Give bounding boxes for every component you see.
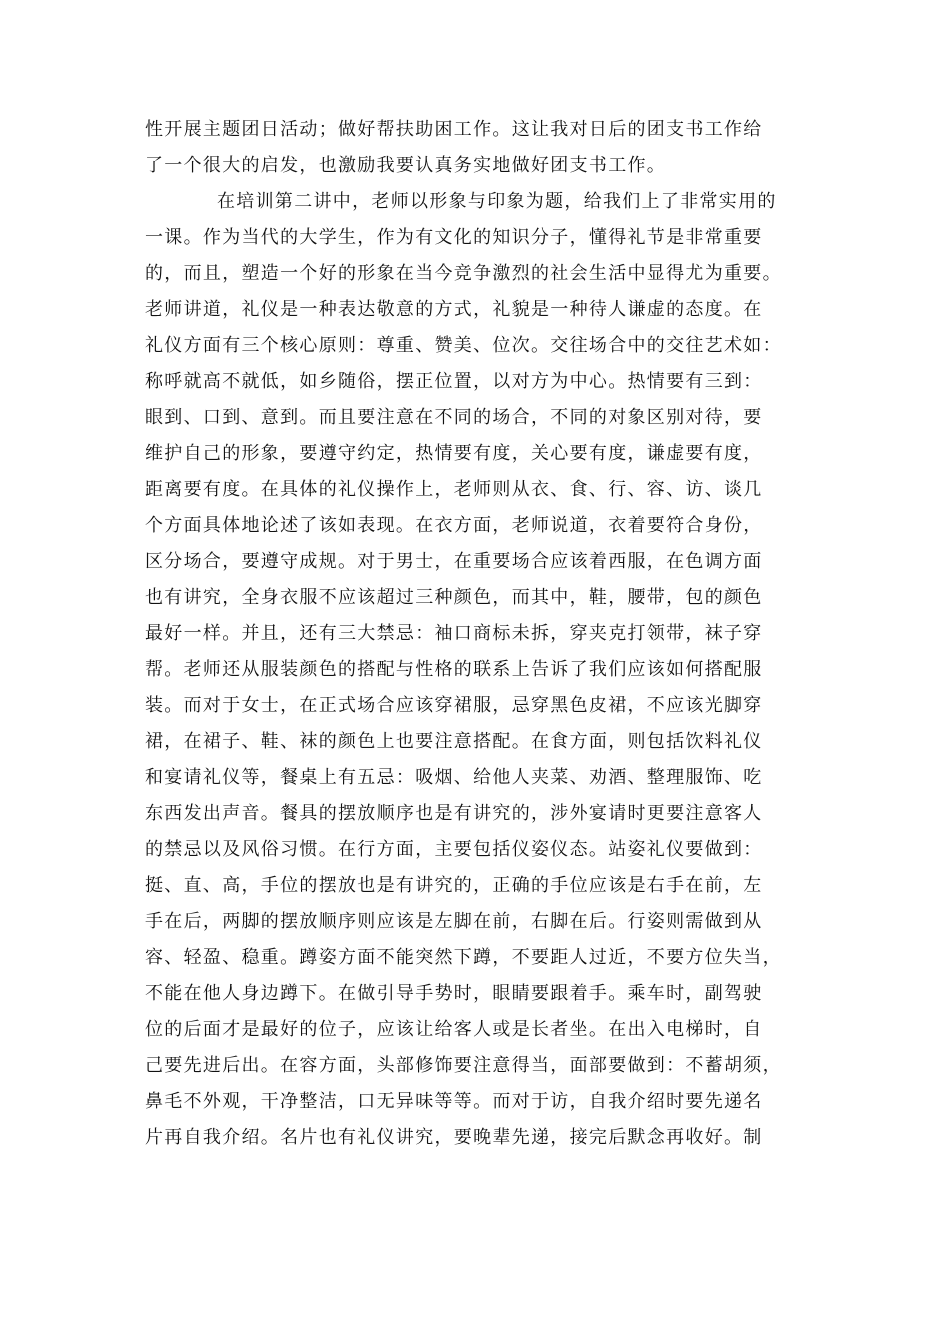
text-line: 的禁忌以及风俗习惯。在行方面，主要包括仪姿仪态。站姿礼仪要做到： — [145, 839, 763, 860]
text-line: 最好一样。并且，还有三大禁忌：袖口商标未拆，穿夹克打领带，袜子穿 — [145, 623, 763, 644]
text-line: 容、轻盈、稳重。蹲姿方面不能突然下蹲，不要距人过近，不要方位失当， — [145, 947, 782, 968]
text-line: 区分场合，要遵守成规。对于男士，在重要场合应该着西服，在色调方面 — [145, 551, 763, 572]
text-line: 装。而对于女士，在正式场合应该穿裙服，忌穿黑色皮裙，不应该光脚穿 — [145, 695, 763, 716]
text-line: 位的后面才是最好的位子，应该让给客人或是长者坐。在出入电梯时，自 — [145, 1019, 763, 1040]
text-line: 老师讲道，礼仪是一种表达敬意的方式，礼貌是一种待人谦虚的态度。在 — [145, 299, 763, 320]
text-line: 个方面具体地论述了该如表现。在衣方面，老师说道，衣着要符合身份， — [145, 515, 763, 536]
paragraph-1 — [145, 112, 810, 184]
text-line: 礼仪方面有三个核心原则：尊重、赞美、位次。交往场合中的交往艺术如： — [145, 335, 782, 356]
text-line: 帮。老师还从服装颜色的搭配与性格的联系上告诉了我们应该如何搭配服 — [145, 659, 763, 680]
document-page — [145, 112, 810, 1156]
text-line: 不能在他人身边蹲下。在做引导手势时，眼睛要跟着手。乘车时，副驾驶 — [145, 983, 763, 1004]
text-line: 片再自我介绍。名片也有礼仪讲究，要晚辈先递，接完后默念再收好。制 — [145, 1127, 763, 1148]
text-line: 维护自己的形象，要遵守约定，热情要有度，关心要有度，谦虚要有度， — [145, 443, 763, 464]
text-line: 眼到、口到、意到。而且要注意在不同的场合，不同的对象区别对待，要 — [145, 407, 763, 428]
text-line: 也有讲究，全身衣服不应该超过三种颜色，而其中，鞋，腰带，包的颜色 — [145, 587, 763, 608]
text-line: 的，而且，塑造一个好的形象在当今竞争激烈的社会生活中显得尤为重要。 — [145, 263, 782, 284]
text-line: 挺、直、高，手位的摆放也是有讲究的，正确的手位应该是右手在前，左 — [145, 875, 763, 896]
text-line: 距离要有度。在具体的礼仪操作上，老师则从衣、食、行、容、访、谈几 — [145, 479, 763, 500]
text-line: 称呼就高不就低，如乡随俗，摆正位置，以对方为中心。热情要有三到： — [145, 371, 763, 392]
text-line: 己要先进后出。在容方面，头部修饰要注意得当，面部要做到：不蓄胡须， — [145, 1055, 782, 1076]
text-line: 了一个很大的启发，也激励我要认真务实地做好团支书工作。 — [145, 155, 667, 176]
text-line: 性开展主题团日活动；做好帮扶助困工作。这让我对日后的团支书工作给 — [145, 119, 763, 140]
text-line: 和宴请礼仪等，餐桌上有五忌：吸烟、给他人夹菜、劝酒、整理服饰、吃 — [145, 767, 763, 788]
text-line: 鼻毛不外观，干净整洁，口无异味等等。而对于访，自我介绍时要先递名 — [145, 1091, 763, 1112]
text-line: 裙，在裙子、鞋、袜的颜色上也要注意搭配。在食方面，则包括饮料礼仪 — [145, 731, 763, 752]
text-line: 手在后，两脚的摆放顺序则应该是左脚在前，右脚在后。行姿则需做到从 — [145, 911, 763, 932]
paragraph-2 — [145, 184, 810, 1156]
text-line: 在培训第二讲中，老师以形象与印象为题，给我们上了非常实用的 — [217, 191, 777, 212]
text-line: 一课。作为当代的大学生，作为有文化的知识分子，懂得礼节是非常重要 — [145, 227, 763, 248]
text-line: 东西发出声音。餐具的摆放顺序也是有讲究的，涉外宴请时更要注意客人 — [145, 803, 763, 824]
